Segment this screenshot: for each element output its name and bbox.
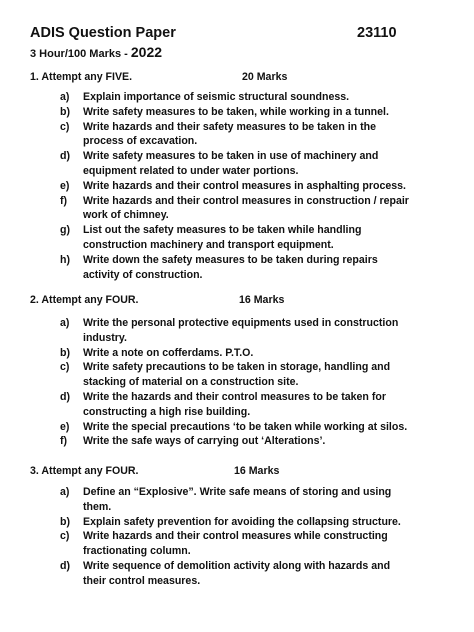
item-text: Explain safety prevention for avoiding the collapsing structure. bbox=[83, 515, 401, 528]
item-marker: h) bbox=[60, 253, 70, 266]
question-1-section bbox=[0, 68, 474, 282]
list-item bbox=[0, 515, 413, 530]
list-item bbox=[0, 120, 413, 150]
list-item bbox=[0, 253, 413, 283]
item-text: Write down the safety measures to be taken during repairs activity of construction. bbox=[83, 253, 378, 281]
item-text: Write the hazards and their control measures to be taken for constructing a high rise building. bbox=[83, 390, 386, 418]
item-text: Write the safe ways of carrying out ‘Alterations’. bbox=[83, 435, 326, 448]
paper-subtitle bbox=[30, 44, 162, 62]
question-3-label: 3. Attempt any FOUR. bbox=[30, 465, 139, 477]
question-1-marks: 20 Marks bbox=[242, 71, 288, 83]
paper-header bbox=[30, 25, 450, 45]
item-marker: b) bbox=[60, 346, 70, 359]
question-3-section bbox=[0, 462, 474, 589]
item-text: Write a note on cofferdams. P.T.O. bbox=[83, 346, 254, 359]
item-marker: f) bbox=[60, 194, 68, 207]
list-item bbox=[0, 390, 413, 420]
list-item bbox=[0, 316, 413, 346]
item-text: List out the safety measures to be taken while handling construction machinery and transport equipment. bbox=[83, 224, 362, 251]
item-text: Write sequence of demolition activity along with hazards and their control measures. bbox=[83, 559, 391, 587]
item-marker: g) bbox=[60, 224, 70, 237]
question-1-items bbox=[0, 90, 474, 282]
item-marker: e) bbox=[60, 179, 70, 192]
list-item bbox=[0, 194, 413, 224]
question-2-section bbox=[0, 291, 474, 449]
item-text: Write hazards and their safety measures to be taken in the process of excavation. bbox=[83, 120, 376, 148]
item-text: Write safety measures to be taken in use of machinery and equipment related to under water portions. bbox=[83, 150, 379, 177]
paper-title: ADIS Question Paper bbox=[30, 25, 176, 41]
duration-marks: 3 Hour/100 Marks - bbox=[30, 48, 131, 60]
question-3-marks: 16 Marks bbox=[234, 465, 280, 477]
item-text: Write hazards and their control measures in construction / repair work of chimney. bbox=[83, 194, 409, 222]
list-item bbox=[0, 434, 413, 449]
list-item bbox=[0, 179, 413, 194]
item-text: Write the personal protective equipments used in construction industry. bbox=[83, 317, 399, 344]
item-marker: f) bbox=[60, 435, 68, 448]
list-item bbox=[0, 149, 413, 179]
item-text: Write hazards and their control measures in asphalting process. bbox=[83, 179, 407, 192]
item-marker: d) bbox=[60, 150, 70, 163]
item-text: Write hazards and their control measures while constructing fractionating column. bbox=[83, 530, 388, 558]
item-text: Write safety measures to be taken, while working in a tunnel. bbox=[83, 105, 389, 118]
list-item bbox=[0, 485, 413, 515]
item-marker: d) bbox=[60, 390, 70, 403]
item-marker: b) bbox=[60, 515, 70, 528]
question-1-label: 1. Attempt any FIVE. bbox=[30, 71, 133, 83]
list-item bbox=[0, 559, 413, 589]
item-marker: c) bbox=[60, 530, 70, 543]
item-marker: e) bbox=[60, 420, 70, 433]
item-text: Write the special precautions ‘to be taken while working at silos. bbox=[83, 420, 408, 433]
question-2-marks: 16 Marks bbox=[239, 294, 285, 306]
item-marker: c) bbox=[60, 120, 70, 133]
paper-year: 2022 bbox=[130, 44, 163, 60]
list-item bbox=[0, 420, 413, 435]
item-text: Explain importance of seismic structural soundness. bbox=[83, 91, 350, 103]
item-marker: d) bbox=[60, 559, 70, 572]
item-marker: b) bbox=[60, 105, 70, 118]
question-2-items bbox=[0, 316, 474, 449]
list-item bbox=[0, 529, 413, 559]
item-marker: a) bbox=[60, 91, 70, 103]
item-marker: a) bbox=[60, 486, 70, 498]
list-item bbox=[0, 90, 413, 105]
item-text: Write safety precautions to be taken in storage, handling and stacking of material on a construction site. bbox=[83, 361, 391, 389]
question-2-label: 2. Attempt any FOUR. bbox=[30, 294, 139, 306]
paper-code: 23110 bbox=[357, 25, 397, 41]
list-item bbox=[0, 223, 413, 253]
question-2-heading bbox=[0, 291, 474, 309]
list-item bbox=[0, 105, 413, 120]
item-text: Define an “Explosive”. Write safe means of storing and using them. bbox=[83, 486, 392, 513]
item-marker: a) bbox=[60, 317, 70, 329]
list-item bbox=[0, 346, 413, 361]
question-3-items bbox=[0, 485, 474, 589]
list-item bbox=[0, 360, 413, 390]
question-1-heading bbox=[0, 68, 474, 86]
item-marker: c) bbox=[60, 361, 70, 374]
question-3-heading bbox=[0, 462, 474, 480]
